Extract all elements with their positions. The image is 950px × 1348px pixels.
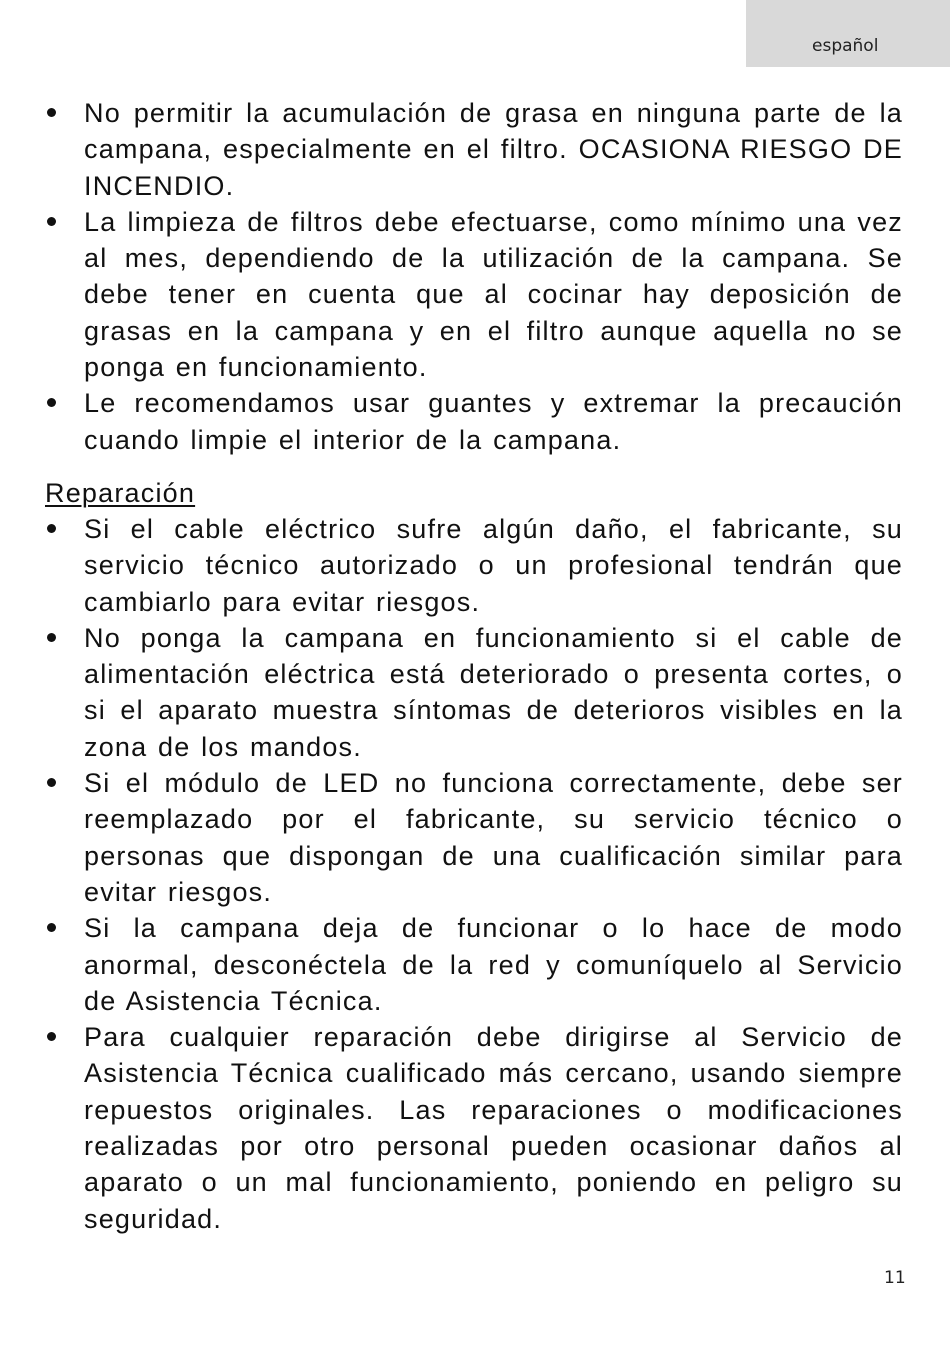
list-item: [45, 1019, 903, 1237]
page-number: 11: [884, 1268, 906, 1288]
bullet-icon: [47, 923, 56, 932]
list-item-text: No permitir la acumulación de grasa en ninguna parte de la campana, especialmente en el filtro. OCASIONA RIESGO DE INCENDIO.: [84, 98, 903, 201]
list-item: [45, 910, 903, 1019]
bullet-icon: [47, 217, 56, 226]
bullet-icon: [47, 633, 56, 642]
list-item: [45, 511, 903, 620]
list-item-text: La limpieza de filtros debe efectuarse, como mínimo una vez al mes, dependiendo de la utilización de la campana. Se debe tener en cuenta que al cocinar hay deposición de grasas en la campana y en el filtro aunque aquella no se ponga en funcionamiento.: [84, 206, 903, 383]
section-heading-repair: Reparación: [45, 477, 196, 508]
list-item: [45, 95, 903, 204]
list-item: [45, 765, 903, 910]
list-item-text: Si el módulo de LED no funciona correctamente, debe ser reemplazado por el fabricante, su servicio técnico o personas que dispongan de una cualificación similar para evitar riesgos.: [84, 768, 903, 907]
list-item-text: No ponga la campana en funcionamiento si el cable de alimentación eléctrica está deteriorado o presenta cortes, o si el aparato muestra síntomas de deterioros visibles en la zona de los mandos.: [84, 622, 903, 762]
bullet-icon: [47, 398, 56, 407]
list-item: [45, 620, 903, 765]
repair-bullet-list: [45, 511, 903, 1237]
list-item-text: Le recomendamos usar guantes y extremar la precaución cuando limpie el interior de la campana.: [84, 388, 903, 455]
bullet-icon: [47, 778, 56, 787]
list-item: [45, 385, 903, 458]
list-item: [45, 204, 903, 385]
list-item-text: Si el cable eléctrico sufre algún daño, el fabricante, su servicio técnico autorizado o un profesional tendrán que cambiarlo para evitar riesgos.: [84, 513, 903, 617]
list-item-text: Para cualquier reparación debe dirigirse al Servicio de Asistencia Técnica cualificado más cercano, usando siempre repuestos originales. Las reparaciones o modificaciones realizadas por otro personal pueden ocasionar daños al aparato o un mal funcionamiento, poniendo en peligro su seguridad.: [84, 1022, 903, 1234]
list-item-text: Si la campana deja de funcionar o lo hace de modo anormal, desconéctela de la red y comuníquelo al Servicio de Asistencia Técnica.: [84, 913, 903, 1016]
language-tab: [746, 0, 950, 67]
language-label: español: [812, 36, 879, 56]
cleaning-bullet-list: [45, 95, 903, 458]
bullet-icon: [47, 108, 56, 117]
bullet-icon: [47, 1032, 56, 1041]
bullet-icon: [47, 524, 56, 533]
page-content: [45, 95, 903, 1237]
